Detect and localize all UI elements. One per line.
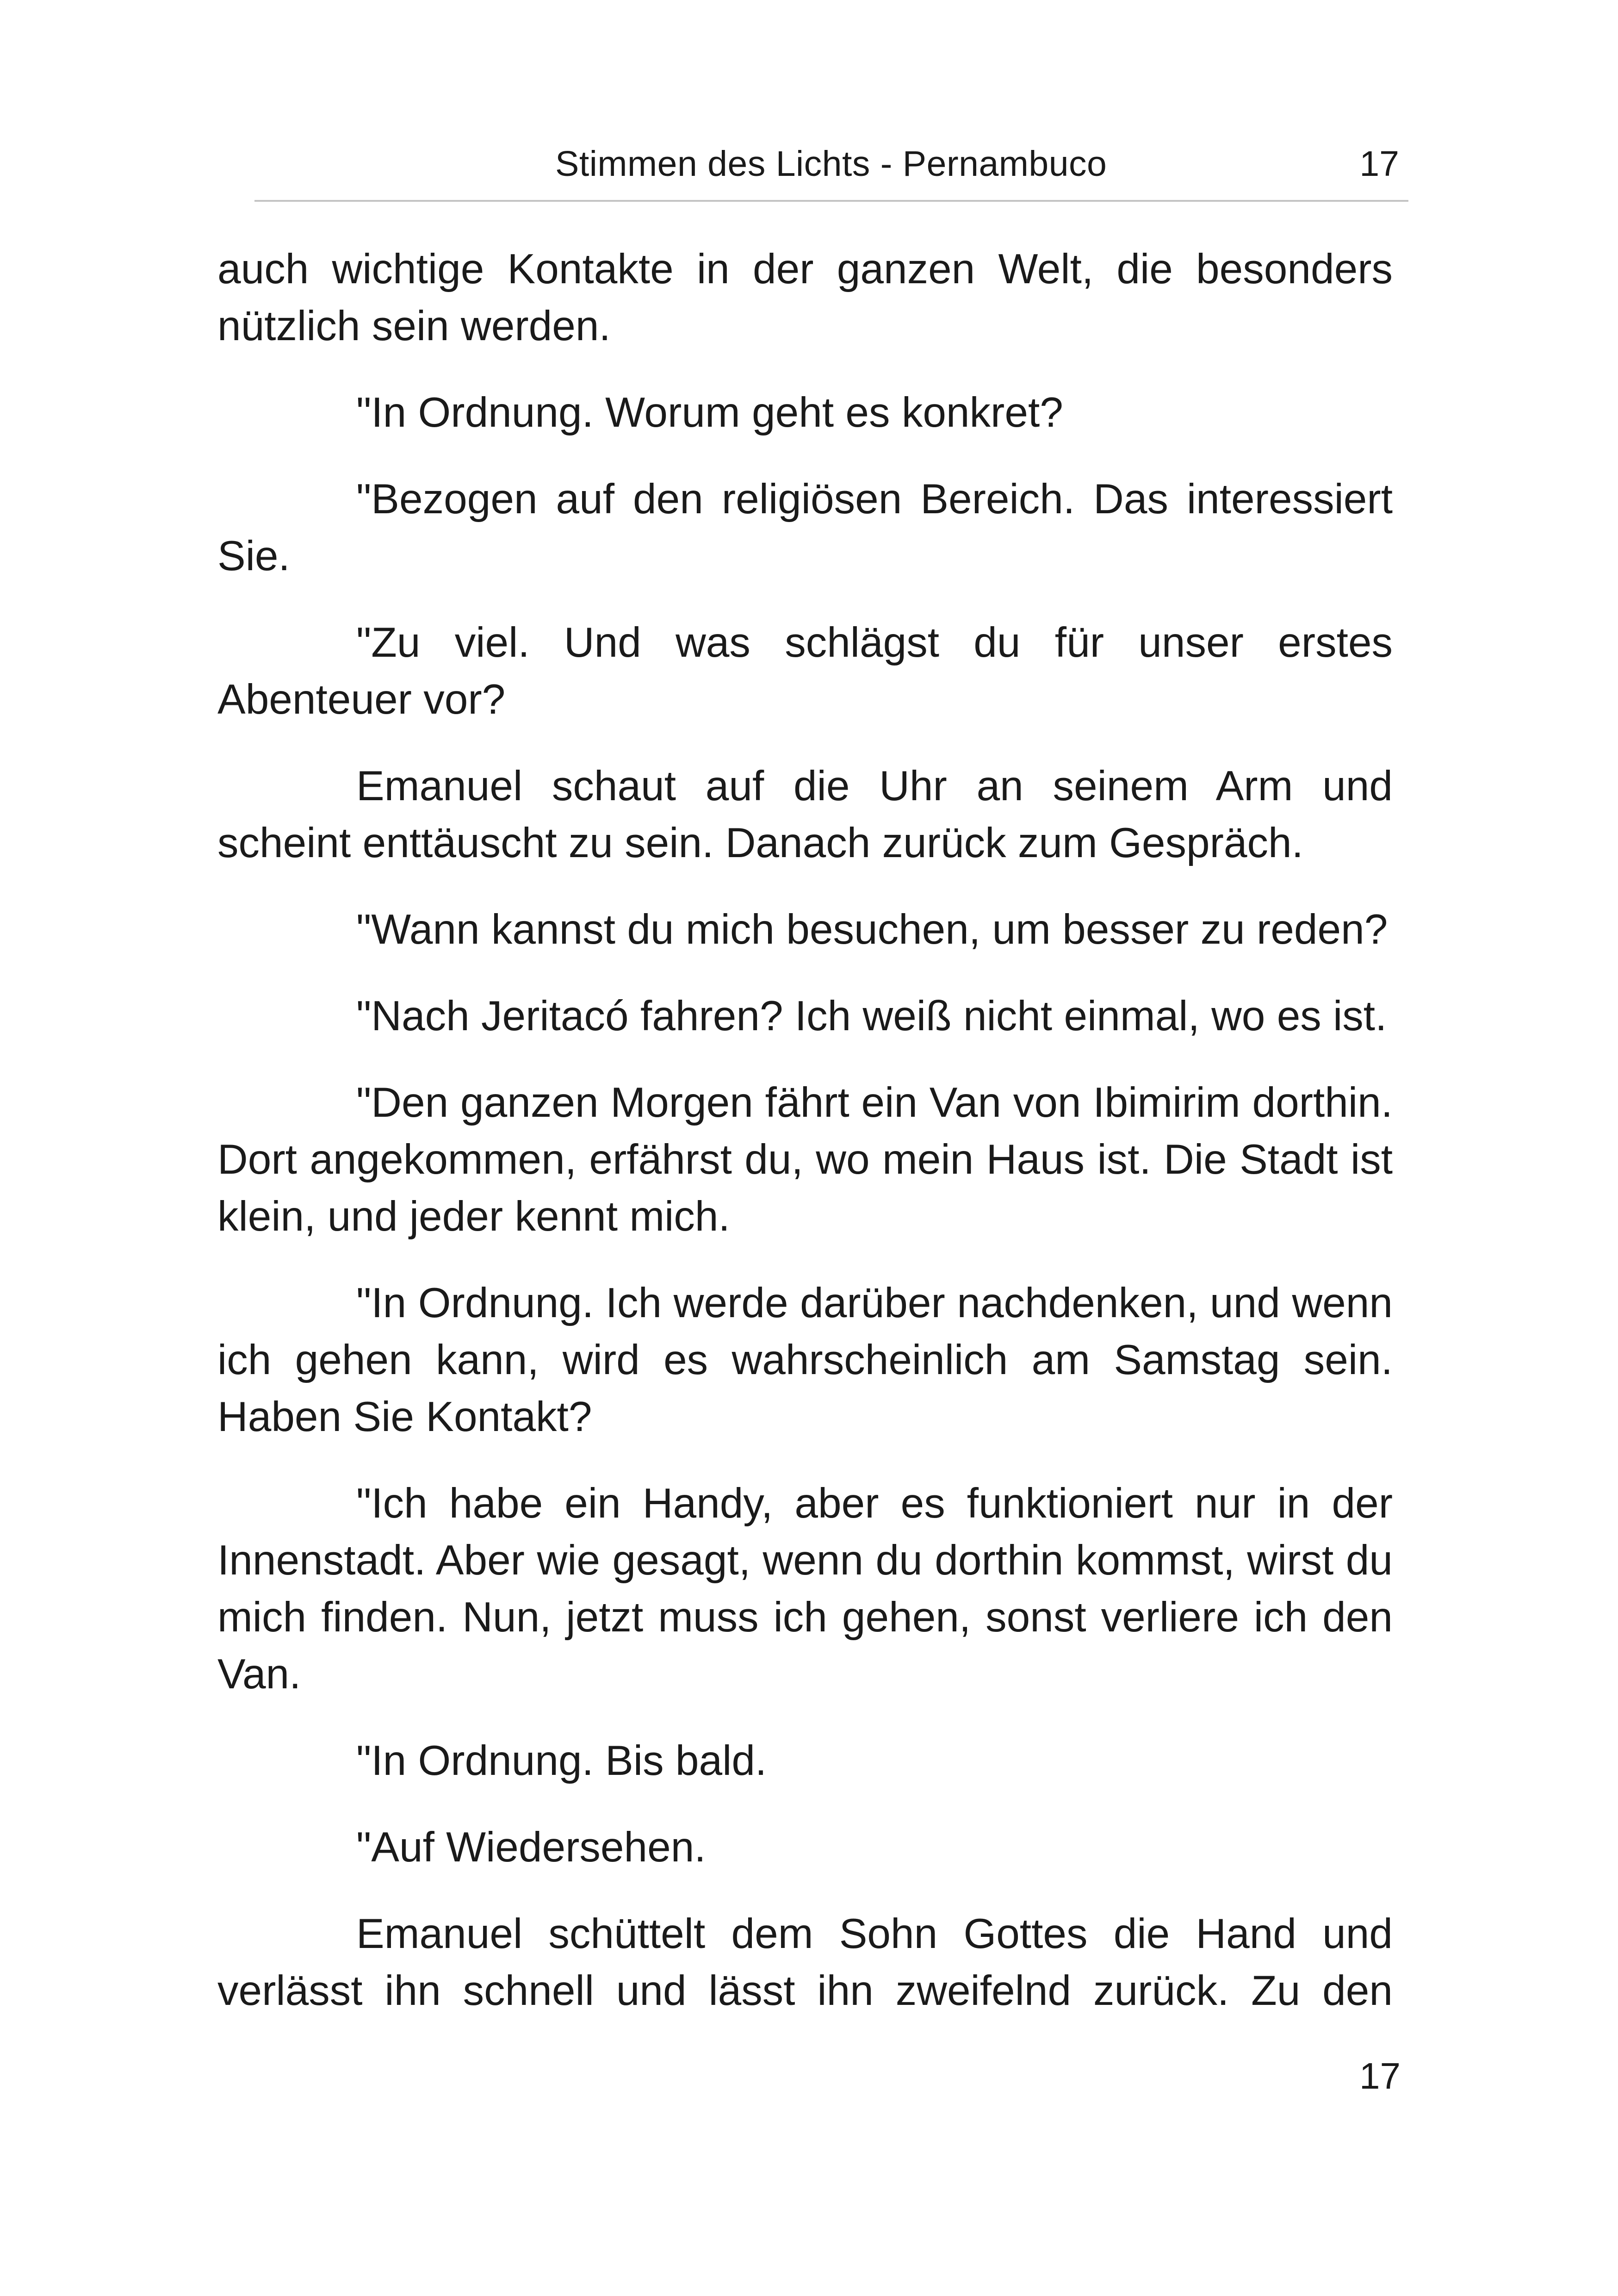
paragraph: "Zu viel. Und was schlägst du für unser erstes Abenteuer vor? [217, 619, 1393, 723]
header-divider [254, 200, 1408, 202]
paragraph: "Den ganzen Morgen fährt ein Van von Ibimirim dorthin. Dort angekommen, erfährst du, wo mein Haus ist. Die Stadt ist klein, und jeder kennt mich. [217, 1079, 1393, 1240]
paragraph: Emanuel schüttelt dem Sohn Gottes die Hand und verlässt ihn schnell und lässt ihn zweifelnd zurück. Zu den [217, 1910, 1393, 2014]
footer-page-number: 17 [1359, 2055, 1401, 2097]
paragraph: "Ich habe ein Handy, aber es funktioniert nur in der Innenstadt. Aber wie gesagt, wenn du dorthin kommst, wirst du mich finden. Nun, jetzt muss ich gehen, sonst verliere ich den Van. [217, 1480, 1393, 1698]
paragraph: "In Ordnung. Ich werde darüber nachdenken, und wenn ich gehen kann, wird es wahrscheinlich am Samstag sein. Haben Sie Kontakt? [217, 1280, 1393, 1440]
paragraph: "Nach Jeritacó fahren? Ich weiß nicht einmal, wo es ist. [356, 993, 1387, 1039]
paragraph: Emanuel schaut auf die Uhr an seinem Arm und scheint enttäuscht zu sein. Danach zurück zum Gespräch. [217, 763, 1393, 866]
paragraph: "Auf Wiedersehen. [356, 1824, 706, 1871]
paragraph: "Bezogen auf den religiösen Bereich. Das interessiert Sie. [217, 476, 1393, 579]
paragraph: auch wichtige Kontakte in der ganzen Welt, die besonders nützlich sein werden. [217, 246, 1393, 349]
paragraph: "In Ordnung. Worum geht es konkret? [356, 389, 1063, 436]
paragraph: "Wann kannst du mich besuchen, um besser zu reden? [356, 906, 1388, 953]
running-header [254, 134, 1408, 204]
body-text [217, 241, 1393, 2019]
header-title: Stimmen des Lichts - Pernambuco [555, 144, 1107, 184]
header-page-number: 17 [1359, 144, 1399, 184]
paragraph: "In Ordnung. Bis bald. [356, 1737, 767, 1784]
